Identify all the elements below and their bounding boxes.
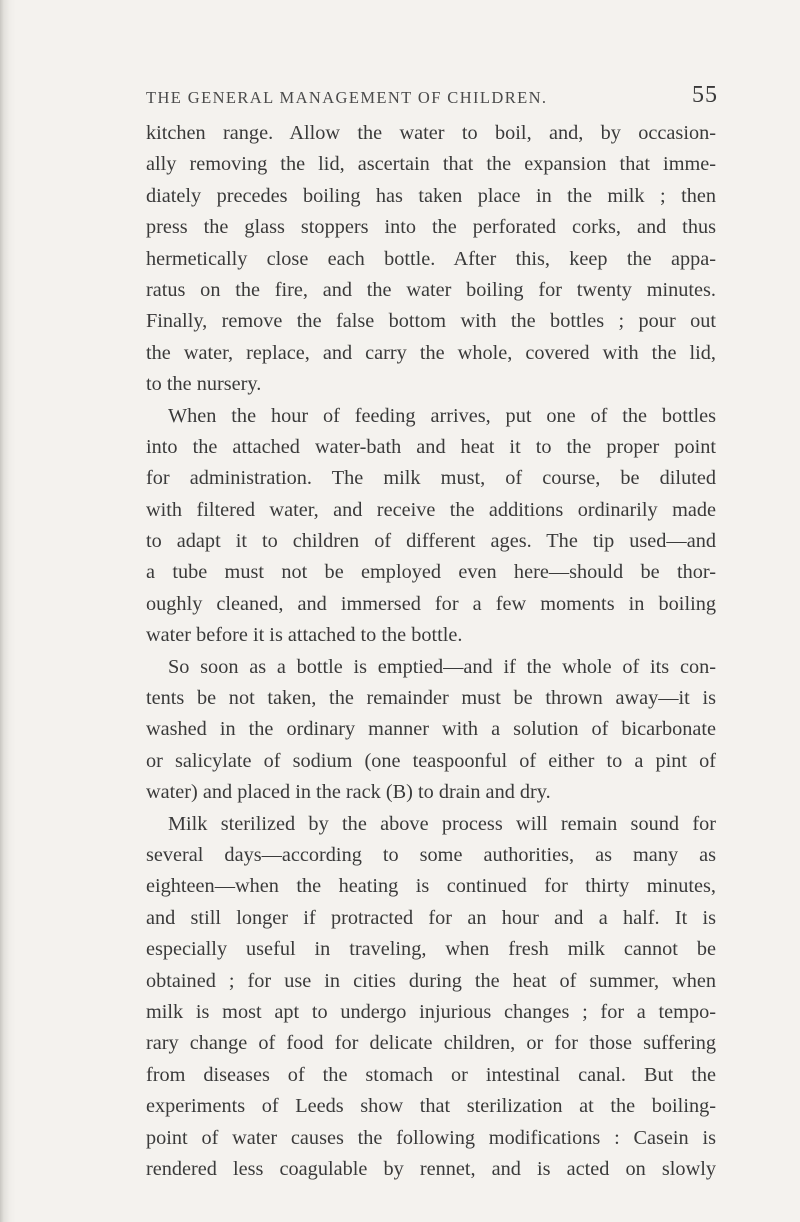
text-line: press the glass stoppers into the perforated corks, and thus	[146, 216, 716, 239]
book-spine-edge	[0, 0, 16, 1222]
text-line: When the hour of feeding arrives, put one of the bottles	[168, 404, 716, 427]
running-head-title: THE GENERAL MANAGEMENT OF CHILDREN.	[146, 88, 548, 107]
text-line: kitchen range. Allow the water to boil, and, by occasion-	[146, 122, 716, 144]
text-line: into the attached water-bath and heat it to the proper point	[146, 435, 716, 458]
text-line: for administration. The milk must, of course, be diluted	[146, 467, 716, 490]
text-line: obtained ; for use in cities during the heat of summer, when	[146, 969, 716, 992]
text-line: especially useful in traveling, when fresh milk cannot be	[146, 938, 716, 961]
text-line: or salicylate of sodium (one teaspoonful of either to a pint of	[146, 749, 716, 772]
text-line: from diseases of the stomach or intestinal canal. But the	[146, 1063, 716, 1086]
text-line: hermetically close each bottle. After this, keep the appa-	[146, 247, 716, 270]
text-line: water before it is attached to the bottle.	[146, 624, 463, 647]
text-line: and still longer if protracted for an hour and a half. It is	[146, 906, 716, 929]
body-text	[146, 118, 716, 1185]
running-head	[146, 82, 718, 112]
text-line: rendered less coagulable by rennet, and is acted on slowly	[146, 1157, 716, 1180]
text-line: eighteen—when the heating is continued for thirty minutes,	[146, 875, 716, 898]
text-line: So soon as a bottle is emptied—and if the whole of its con-	[168, 655, 716, 678]
text-line: washed in the ordinary manner with a solution of bicarbonate	[146, 718, 716, 741]
text-line: water) and placed in the rack (B) to drain and dry.	[146, 781, 551, 804]
text-line: the water, replace, and carry the whole, covered with the lid,	[146, 341, 716, 364]
text-line: to the nursery.	[146, 373, 262, 396]
text-line: Finally, remove the false bottom with the bottles ; pour out	[146, 310, 716, 333]
text-line: milk is most apt to undergo injurious changes ; for a tempo-	[146, 1000, 716, 1023]
text-line: tents be not taken, the remainder must be thrown away—it is	[146, 687, 716, 710]
text-line: to adapt it to children of different ages. The tip used—and	[146, 530, 716, 553]
text-line: diately precedes boiling has taken place in the milk ; then	[146, 184, 716, 207]
text-line: experiments of Leeds show that sterilization at the boiling-	[146, 1095, 716, 1118]
text-line: with filtered water, and receive the additions ordinarily made	[146, 498, 716, 521]
text-line: Milk sterilized by the above process will remain sound for	[168, 812, 716, 835]
text-line: ally removing the lid, ascertain that the expansion that imme-	[146, 153, 716, 176]
text-line: point of water causes the following modifications : Casein is	[146, 1126, 716, 1149]
text-line: a tube must not be employed even here—should be thor-	[146, 561, 716, 584]
text-line: ratus on the fire, and the water boiling for twenty minutes.	[146, 278, 716, 301]
text-line: several days—according to some authorities, as many as	[146, 843, 716, 866]
text-line: rary change of food for delicate children, or for those suffering	[146, 1032, 716, 1055]
text-line: oughly cleaned, and immersed for a few moments in boiling	[146, 592, 716, 615]
page-number: 55	[692, 82, 718, 108]
